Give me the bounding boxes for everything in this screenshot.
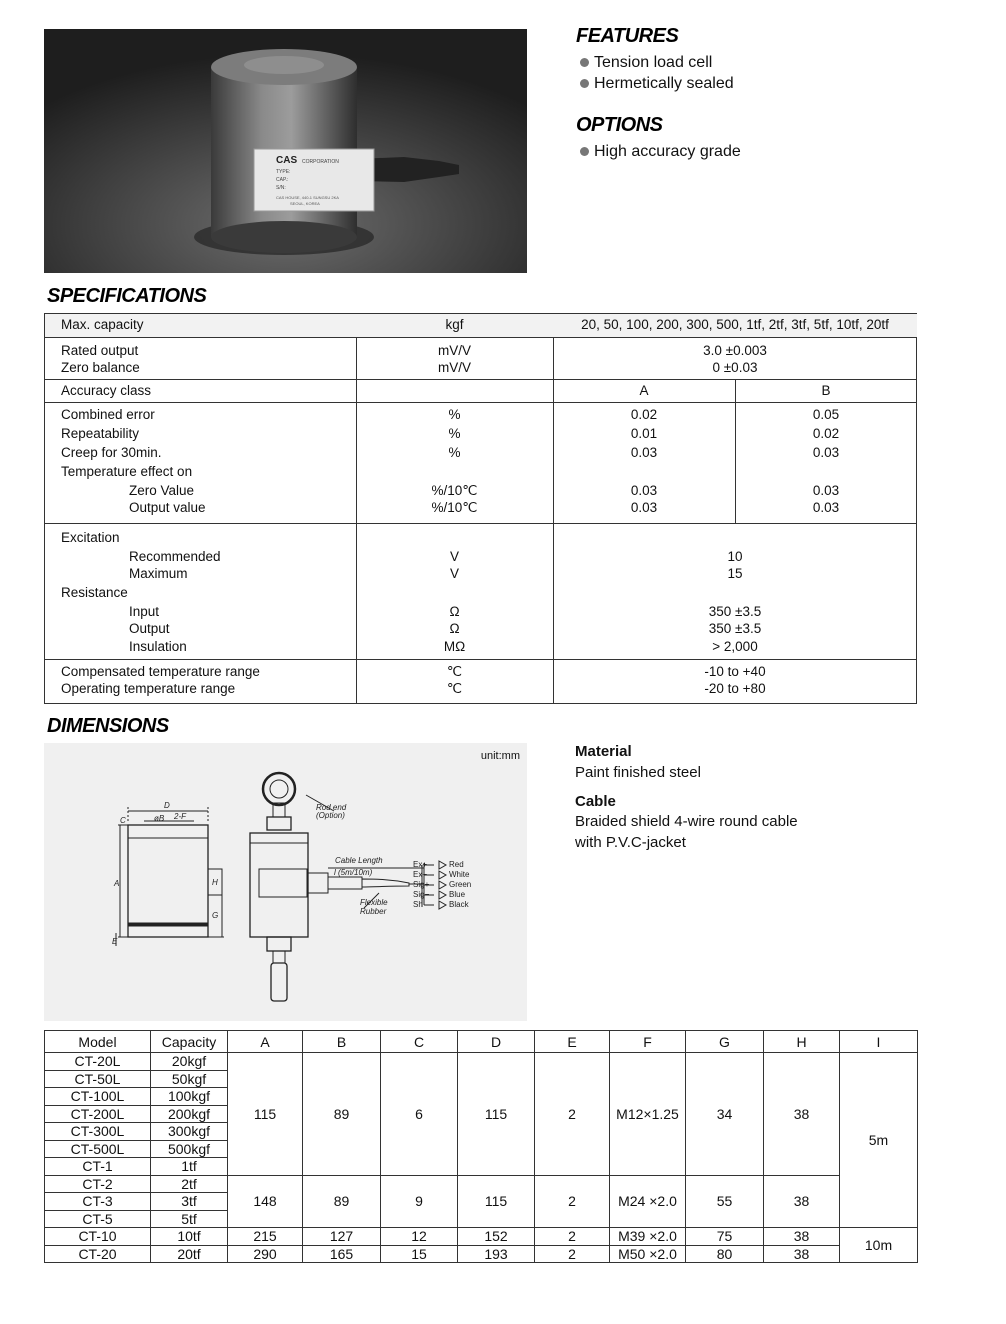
- spec-value: 350 ±3.5: [708, 604, 762, 619]
- dim-b-cell: 89: [303, 1053, 381, 1176]
- wire-color: Black: [449, 900, 469, 909]
- wire-color: Blue: [449, 890, 466, 899]
- dim-h-cell: 38: [764, 1228, 840, 1246]
- spec-label: Repeatability: [61, 426, 140, 441]
- table-row: [45, 1228, 918, 1246]
- spec-label: Combined error: [61, 407, 155, 422]
- spec-label: Recommended: [129, 549, 221, 564]
- spec-label: Maximum: [129, 566, 188, 581]
- dim-a-cell: 215: [228, 1228, 303, 1246]
- capacity-cell: 500kgf: [151, 1140, 228, 1158]
- col-header: I: [840, 1031, 918, 1053]
- specifications-heading: SPECIFICATIONS: [47, 285, 207, 307]
- label-brand: CAS: [276, 155, 298, 166]
- model-cell: CT-1: [45, 1158, 151, 1176]
- model-cell: CT-2: [45, 1175, 151, 1193]
- spec-unit: mV/V: [437, 360, 471, 375]
- dim-d-cell: 115: [458, 1175, 535, 1228]
- dim-e-cell: 2: [535, 1175, 610, 1228]
- label-cap: CAP.:: [276, 177, 289, 183]
- model-cell: CT-10: [45, 1228, 151, 1246]
- dim-g-cell: 75: [686, 1228, 764, 1246]
- options-heading: OPTIONS: [576, 114, 663, 136]
- spec-value: 350 ±3.5: [708, 621, 762, 636]
- spec-unit: %/10℃: [431, 500, 478, 515]
- capacity-cell: 5tf: [151, 1210, 228, 1228]
- dim-g-cell: 80: [686, 1245, 764, 1263]
- spec-value: 0.03: [630, 483, 658, 498]
- capacity-cell: 100kgf: [151, 1088, 228, 1106]
- spec-unit: ℃: [446, 681, 463, 696]
- spec-value: 0.03: [812, 483, 840, 498]
- spec-label: Output value: [129, 500, 206, 515]
- spec-unit: ℃: [446, 664, 463, 679]
- capacity-cell: 50kgf: [151, 1070, 228, 1088]
- spec-value: -20 to +80: [704, 681, 766, 696]
- capacity-cell: 3tf: [151, 1193, 228, 1211]
- bullet-icon: [580, 79, 589, 88]
- spec-label: Creep for 30min.: [61, 445, 162, 460]
- label-company: CORPORATION: [302, 159, 339, 165]
- spec-row-output: [45, 338, 916, 380]
- label-sn: S/N:: [276, 185, 286, 191]
- cable-text-1: Braided shield 4-wire round cable: [575, 813, 798, 830]
- model-table: [44, 1030, 918, 1263]
- spec-value: 0.03: [812, 500, 840, 515]
- wire-signal: Sig−: [413, 890, 430, 899]
- capacity-cell: 300kgf: [151, 1123, 228, 1141]
- list-item: High accuracy grade: [576, 141, 741, 162]
- spec-unit: V: [449, 566, 459, 581]
- spec-unit: Ω: [449, 604, 460, 619]
- spec-label: Zero Value: [129, 483, 195, 498]
- dim-e-cell: 2: [535, 1245, 610, 1263]
- capacity-cell: 2tf: [151, 1175, 228, 1193]
- dim-label-g: G: [212, 911, 219, 920]
- spec-value: 15: [727, 566, 743, 581]
- spec-unit: mV/V: [437, 343, 471, 358]
- spec-value: 0.01: [630, 426, 658, 441]
- dim-b-cell: 165: [303, 1245, 381, 1263]
- dim-label-a: A: [114, 879, 120, 888]
- wire-signal: Ex+: [413, 860, 428, 869]
- spec-label: Insulation: [129, 639, 187, 654]
- spec-value: 0.03: [630, 445, 658, 460]
- table-row: [45, 1175, 918, 1193]
- spec-value: 10: [727, 549, 743, 564]
- dimensions-heading: DIMENSIONS: [47, 715, 169, 737]
- material-text: Paint finished steel: [575, 764, 701, 781]
- rod-end-label: Rod end: [316, 803, 347, 812]
- dim-a-cell: 148: [228, 1175, 303, 1228]
- spec-class-a: A: [639, 383, 649, 398]
- wire-color: Red: [449, 860, 464, 869]
- dim-c-cell: 15: [381, 1245, 458, 1263]
- drawing-svg: [44, 743, 527, 1021]
- label-type: TYPE:: [276, 169, 291, 175]
- bullet-icon: [580, 58, 589, 67]
- dim-h-cell: 38: [764, 1053, 840, 1176]
- table-row: [45, 1245, 918, 1263]
- cable-heading: Cable: [575, 793, 616, 810]
- rod-option-label: (Option): [316, 811, 345, 820]
- spec-label: Compensated temperature range: [61, 664, 260, 679]
- table-row: [45, 1053, 918, 1071]
- dim-d-cell: 193: [458, 1245, 535, 1263]
- spec-label: Input: [129, 604, 160, 619]
- dim-f-cell: M50 ×2.0: [610, 1245, 686, 1263]
- spec-label: Rated output: [61, 343, 139, 358]
- model-cell: CT-20L: [45, 1053, 151, 1071]
- col-header: G: [686, 1031, 764, 1053]
- spec-row-errors: [45, 403, 916, 524]
- col-header: A: [228, 1031, 303, 1053]
- col-header: E: [535, 1031, 610, 1053]
- dim-c-cell: 6: [381, 1053, 458, 1176]
- spec-value: -10 to +40: [704, 664, 766, 679]
- dim-b-cell: 127: [303, 1228, 381, 1246]
- spec-value: 0.05: [812, 407, 840, 422]
- dim-label-c: C: [120, 816, 126, 825]
- col-header: D: [458, 1031, 535, 1053]
- dim-h-cell: 38: [764, 1245, 840, 1263]
- spec-unit: kgf: [445, 317, 464, 332]
- unit-label: unit:mm: [480, 750, 520, 762]
- load-cell-image: [44, 29, 527, 273]
- dim-h-cell: 38: [764, 1175, 840, 1228]
- model-cell: CT-3: [45, 1193, 151, 1211]
- wire-color: Green: [449, 880, 472, 889]
- col-header: B: [303, 1031, 381, 1053]
- spec-value: 20, 50, 100, 200, 300, 500, 1tf, 2tf, 3tf, 5tf, 10tf, 20tf: [581, 317, 889, 332]
- col-header: Model: [45, 1031, 151, 1053]
- spec-value: 0.02: [630, 407, 658, 422]
- wire-signal: Sig+: [413, 880, 430, 889]
- spec-label: Max. capacity: [61, 317, 144, 332]
- spec-unit: %: [448, 426, 461, 441]
- capacity-cell: 20tf: [151, 1245, 228, 1263]
- model-cell: CT-500L: [45, 1140, 151, 1158]
- col-header: F: [610, 1031, 686, 1053]
- spec-value: > 2,000: [712, 639, 758, 654]
- spec-label: Zero balance: [61, 360, 140, 375]
- capacity-cell: 200kgf: [151, 1105, 228, 1123]
- model-table-header: [45, 1031, 918, 1053]
- dim-g-cell: 55: [686, 1175, 764, 1228]
- spec-value: 0.03: [630, 500, 658, 515]
- spec-class-b: B: [821, 383, 831, 398]
- dim-a-cell: 290: [228, 1245, 303, 1263]
- list-item: Tension load cell: [576, 52, 734, 73]
- dim-label-e: E: [112, 937, 118, 946]
- dim-label-h: H: [212, 878, 218, 887]
- dim-f-cell: M12×1.25: [610, 1053, 686, 1176]
- features-list: [576, 52, 734, 94]
- spec-unit: V: [449, 549, 459, 564]
- spec-value: 0.03: [812, 445, 840, 460]
- col-header: C: [381, 1031, 458, 1053]
- dim-e-cell: 2: [535, 1228, 610, 1246]
- arrow-icon: [439, 861, 446, 909]
- model-cell: CT-300L: [45, 1123, 151, 1141]
- spec-label: Output: [129, 621, 170, 636]
- wire-color: White: [449, 870, 470, 879]
- capacity-cell: 20kgf: [151, 1053, 228, 1071]
- options-list: [576, 141, 741, 162]
- dim-a-cell: 115: [228, 1053, 303, 1176]
- spec-label: Excitation: [61, 530, 120, 545]
- spec-label: Resistance: [61, 585, 128, 600]
- label-foot-1: CAS HOUSE, 440-1 SUNGSU 2KA: [276, 195, 339, 200]
- dim-f-cell: M24 ×2.0: [610, 1175, 686, 1228]
- dim-d-cell: 152: [458, 1228, 535, 1246]
- spec-row-temperature: [45, 660, 916, 703]
- spec-unit: MΩ: [443, 639, 466, 654]
- dimension-drawing: [44, 743, 527, 1021]
- cable-text-2: with P.V.C-jacket: [575, 834, 686, 851]
- spec-label: Temperature effect on: [61, 464, 193, 479]
- dim-e-cell: 2: [535, 1053, 610, 1176]
- bullet-icon: [580, 147, 589, 156]
- wire-list: [413, 860, 471, 909]
- spec-value: 0 ±0.03: [712, 360, 758, 375]
- flexible-label: Flexible: [360, 898, 388, 907]
- spec-unit: %: [448, 407, 461, 422]
- dim-i-cell: 10m: [840, 1228, 918, 1263]
- spec-row-max-capacity: [45, 314, 916, 338]
- model-cell: CT-200L: [45, 1105, 151, 1123]
- dim-label-b: øB: [154, 814, 165, 823]
- spec-value: 0.02: [812, 426, 840, 441]
- cable-length-value: l (5m/10m): [334, 868, 373, 877]
- specifications-table: [44, 313, 917, 704]
- dim-c-cell: 12: [381, 1228, 458, 1246]
- wire-signal: Sh: [413, 900, 423, 909]
- product-photo: [44, 29, 527, 273]
- capacity-cell: 10tf: [151, 1228, 228, 1246]
- material-heading: Material: [575, 743, 632, 760]
- wire-signal: Ex−: [413, 870, 428, 879]
- label-foot-2: SEOUL, KOREA: [290, 201, 320, 206]
- spec-unit: Ω: [449, 621, 460, 636]
- dim-label-f: 2-F: [174, 812, 186, 821]
- dim-g-cell: 34: [686, 1053, 764, 1176]
- dim-i-cell: 5m: [840, 1053, 918, 1228]
- dim-label-d: D: [164, 801, 170, 810]
- features-heading: FEATURES: [576, 25, 679, 47]
- col-header: H: [764, 1031, 840, 1053]
- model-cell: CT-100L: [45, 1088, 151, 1106]
- cable-length-label: Cable Length: [335, 856, 383, 865]
- col-header: Capacity: [151, 1031, 228, 1053]
- rubber-label: Rubber: [360, 907, 387, 916]
- spec-label: Operating temperature range: [61, 681, 236, 696]
- model-cell: CT-50L: [45, 1070, 151, 1088]
- model-cell: CT-20: [45, 1245, 151, 1263]
- spec-unit: %: [448, 445, 461, 460]
- dim-b-cell: 89: [303, 1175, 381, 1228]
- model-cell: CT-5: [45, 1210, 151, 1228]
- dim-c-cell: 9: [381, 1175, 458, 1228]
- spec-value: 3.0 ±0.003: [703, 343, 767, 358]
- spec-row-electrical: [45, 524, 916, 660]
- spec-row-accuracy-class: [45, 380, 916, 403]
- list-item: Hermetically sealed: [576, 73, 734, 94]
- capacity-cell: 1tf: [151, 1158, 228, 1176]
- spec-unit: %/10℃: [431, 483, 478, 498]
- dim-d-cell: 115: [458, 1053, 535, 1176]
- spec-label: Accuracy class: [61, 383, 152, 398]
- dim-f-cell: M39 ×2.0: [610, 1228, 686, 1246]
